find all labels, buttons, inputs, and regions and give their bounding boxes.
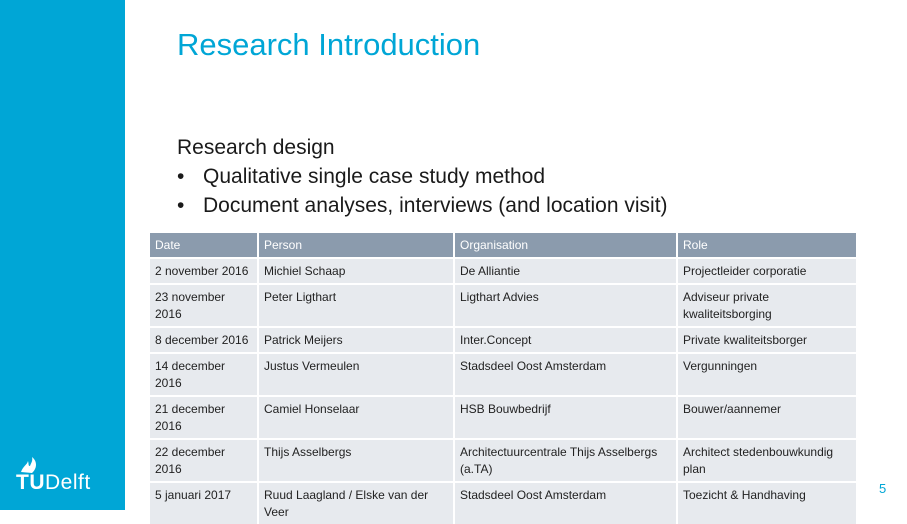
page-number: 5: [879, 481, 887, 496]
slide-body: [177, 133, 668, 220]
cell-role: Adviseur private kwaliteitsborging: [677, 284, 857, 327]
bullet-text: Document analyses, interviews (and location visit): [203, 194, 668, 217]
table-row: [150, 396, 857, 439]
bullet-marker: •: [177, 165, 185, 188]
cell-person: Justus Vermeulen: [258, 353, 454, 396]
bullet-item: [177, 191, 668, 220]
cell-organisation: Stadsdeel Oost Amsterdam: [454, 482, 677, 524]
table-row: [150, 284, 857, 327]
table-header-row: [150, 233, 857, 258]
cell-person: Patrick Meijers: [258, 327, 454, 353]
cell-date: 14 december 2016: [150, 353, 258, 396]
slide-title: Research Introduction: [177, 27, 481, 62]
table-row: [150, 327, 857, 353]
cell-person: Camiel Honselaar: [258, 396, 454, 439]
logo-part1: TU: [16, 471, 45, 494]
cell-role: Architect stedenbouwkundig plan: [677, 439, 857, 482]
cell-date: 2 november 2016: [150, 258, 258, 284]
cell-role: Toezicht & Handhaving: [677, 482, 857, 524]
tudelft-logo: [16, 456, 116, 496]
cell-organisation: Ligthart Advies: [454, 284, 677, 327]
cell-date: 5 januari 2017: [150, 482, 258, 524]
bullet-item: [177, 162, 668, 191]
header-role: Role: [677, 233, 857, 258]
table-row: [150, 482, 857, 524]
logo-wordmark: [16, 472, 91, 494]
interview-table: [150, 233, 857, 524]
cell-organisation: HSB Bouwbedrijf: [454, 396, 677, 439]
cell-role: Private kwaliteitsborger: [677, 327, 857, 353]
cell-date: 8 december 2016: [150, 327, 258, 353]
bullet-text: Qualitative single case study method: [203, 165, 546, 188]
cell-person: Peter Ligthart: [258, 284, 454, 327]
logo-part2: Delft: [45, 471, 91, 494]
cell-date: 22 december 2016: [150, 439, 258, 482]
table-row: [150, 439, 857, 482]
header-date: Date: [150, 233, 258, 258]
table-row: [150, 258, 857, 284]
bullet-marker: •: [177, 194, 185, 217]
cell-person: Ruud Laagland / Elske van der Veer: [258, 482, 454, 524]
cell-person: Thijs Asselbergs: [258, 439, 454, 482]
header-person: Person: [258, 233, 454, 258]
section-heading: Research design: [177, 136, 335, 159]
cell-role: Projectleider corporatie: [677, 258, 857, 284]
cell-role: Bouwer/aannemer: [677, 396, 857, 439]
cell-organisation: De Alliantie: [454, 258, 677, 284]
cell-organisation: Inter.Concept: [454, 327, 677, 353]
cell-date: 21 december 2016: [150, 396, 258, 439]
brand-sidebar: [0, 0, 125, 510]
cell-person: Michiel Schaap: [258, 258, 454, 284]
header-organisation: Organisation: [454, 233, 677, 258]
cell-role: Vergunningen: [677, 353, 857, 396]
cell-organisation: Stadsdeel Oost Amsterdam: [454, 353, 677, 396]
cell-date: 23 november 2016: [150, 284, 258, 327]
table-row: [150, 353, 857, 396]
cell-organisation: Architectuurcentrale Thijs Asselbergs (a.TA): [454, 439, 677, 482]
